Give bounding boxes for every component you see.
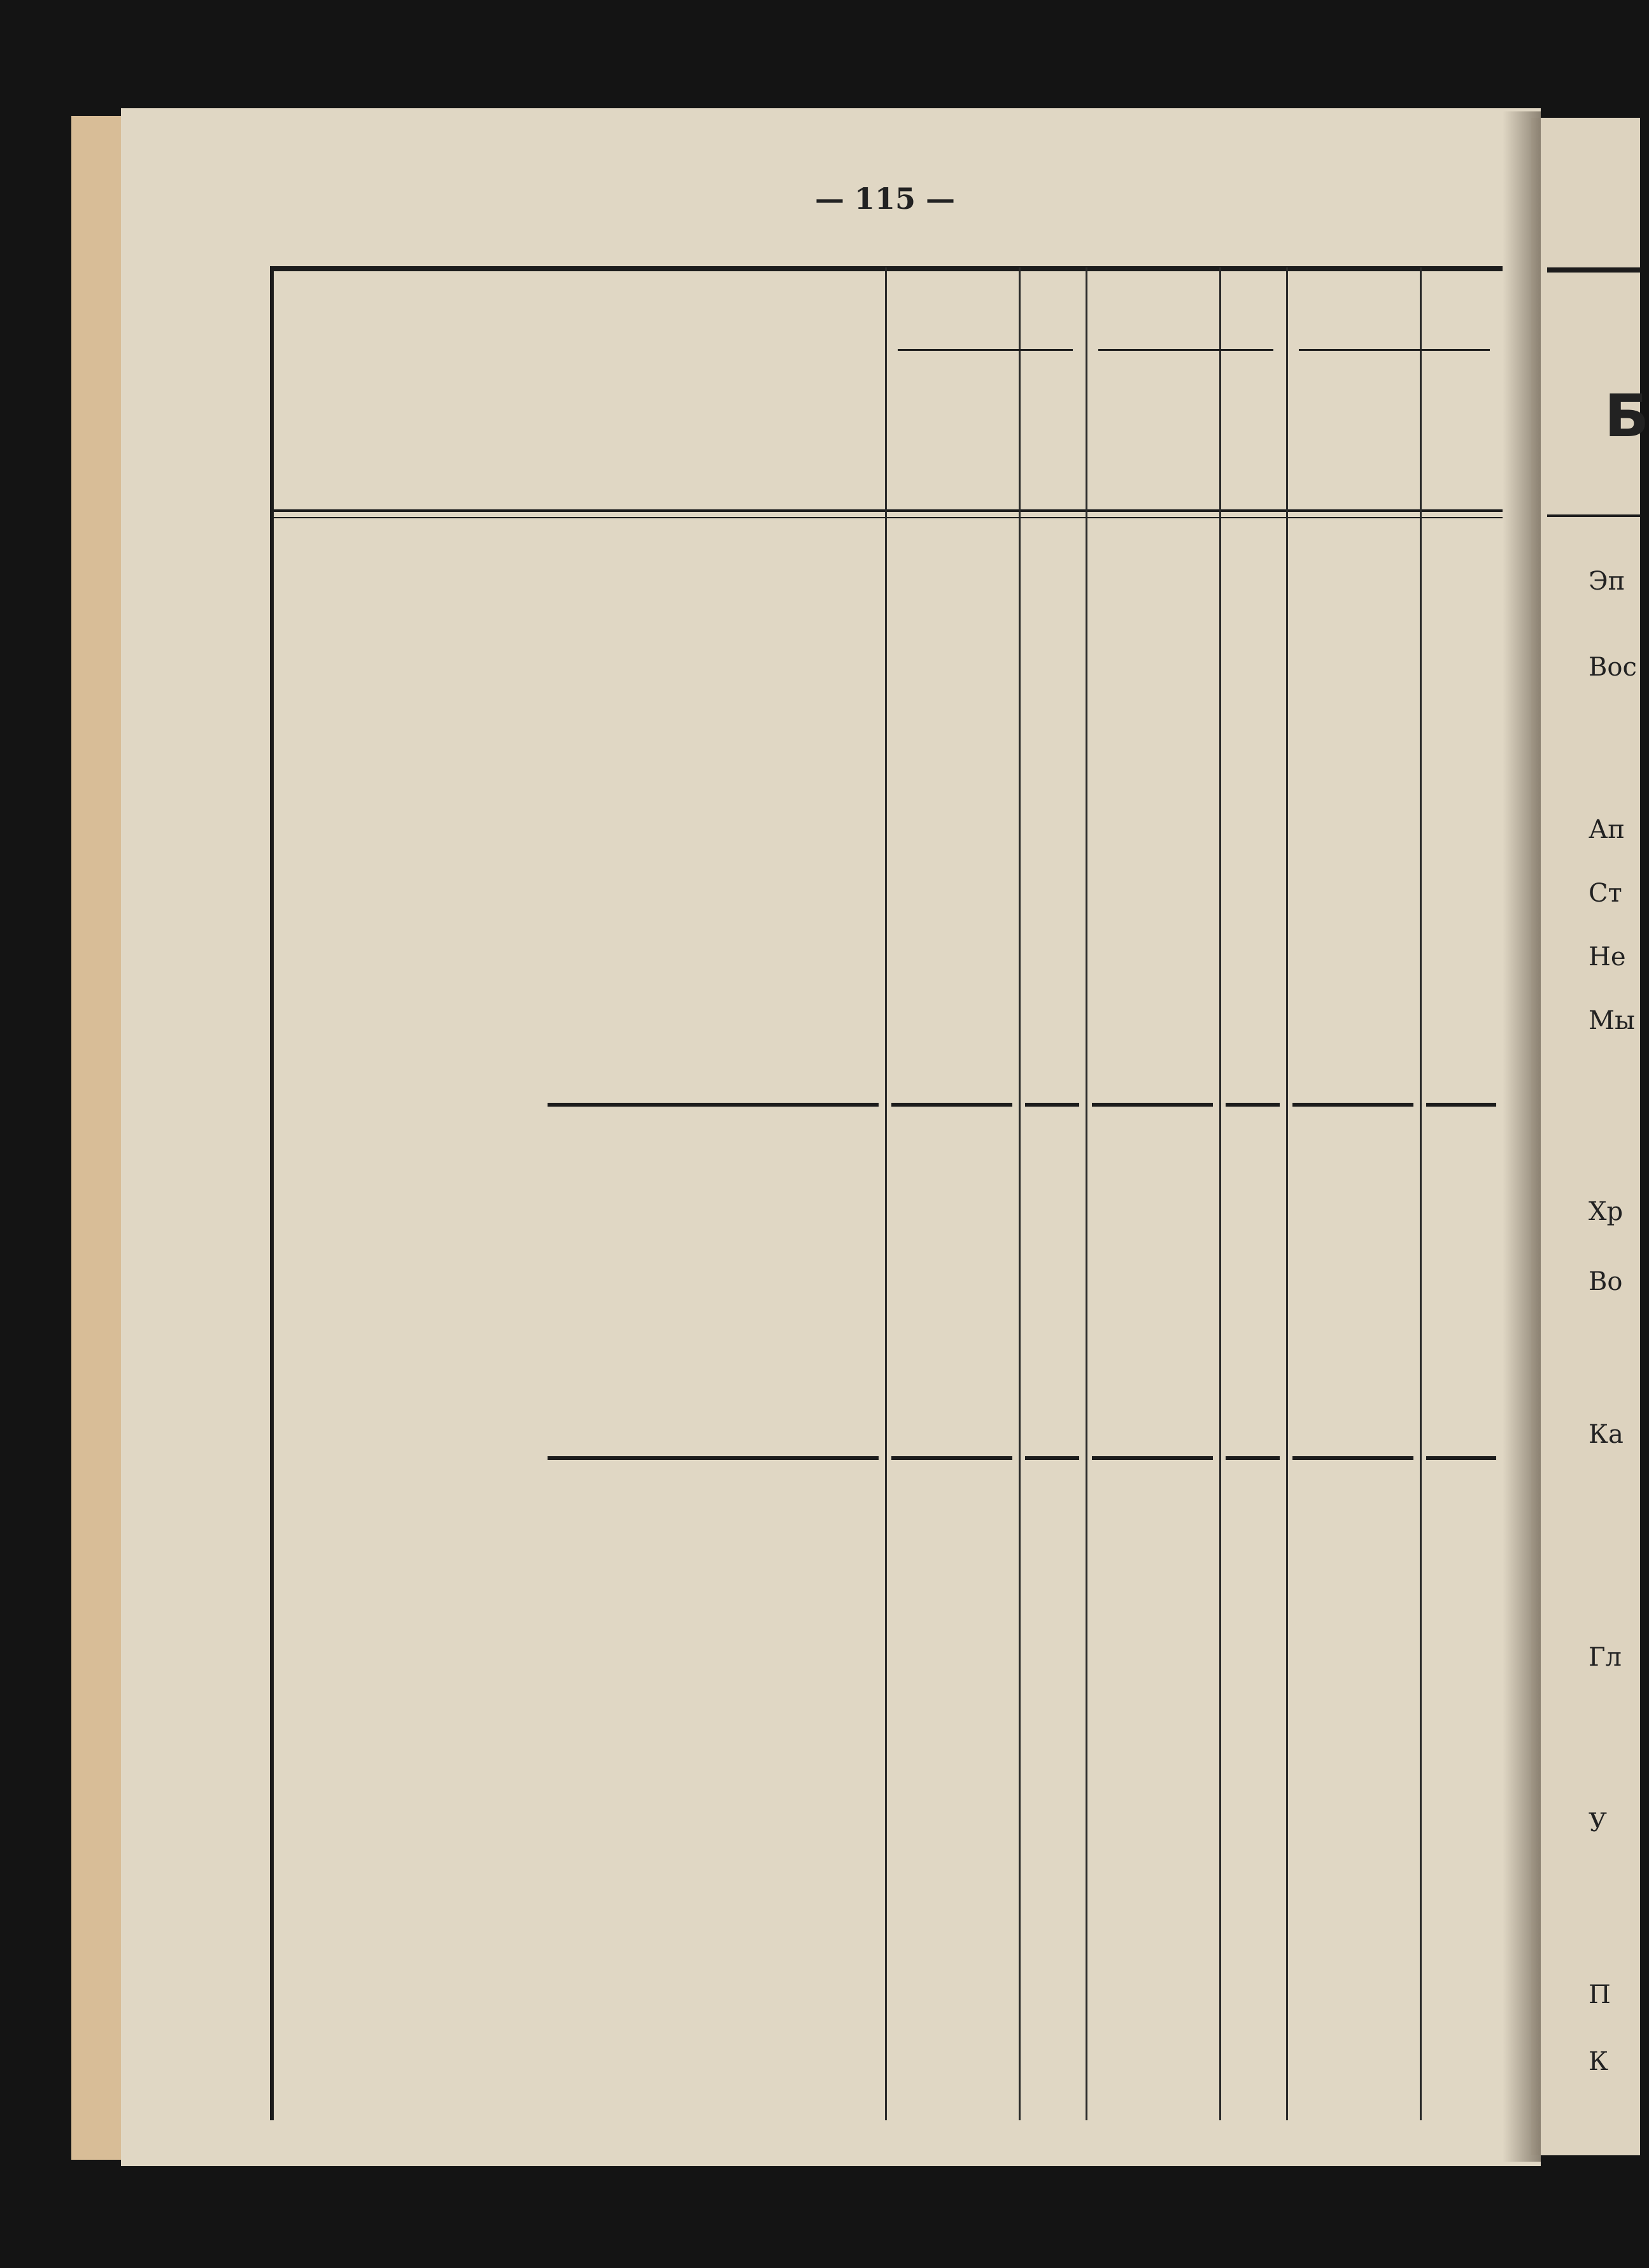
group-header-rule	[1098, 349, 1273, 351]
facing-page-text: Гл	[1589, 1643, 1622, 1672]
subcolumn-header	[1019, 363, 1086, 503]
total-rule	[1426, 1456, 1496, 1460]
subcolumn-header	[1420, 363, 1503, 503]
column-rule	[885, 267, 887, 2120]
facing-page-text: Мы	[1589, 1006, 1635, 1035]
facing-page-rule	[1547, 267, 1640, 273]
facing-page-text: Не	[1589, 942, 1626, 972]
total-rule	[548, 1456, 879, 1460]
facing-page-text: П	[1589, 1980, 1611, 2009]
header-bottom-rule-2	[274, 517, 1503, 518]
total-rule	[891, 1103, 1012, 1107]
total-rule	[1092, 1456, 1213, 1460]
facing-page-text: Вос	[1589, 653, 1637, 682]
facing-page-text: Б	[1604, 382, 1649, 450]
facing-page-text: Эп	[1589, 567, 1625, 596]
column-rule	[1219, 267, 1221, 2120]
column-rule	[1086, 267, 1087, 2120]
total-rule	[1426, 1103, 1496, 1107]
group-header-rule	[898, 349, 1073, 351]
facing-page-text: У	[1589, 1808, 1607, 1838]
total-rule	[1025, 1456, 1079, 1460]
total-rule	[1292, 1103, 1413, 1107]
column-rule	[1420, 267, 1422, 2120]
column-rule	[1019, 267, 1021, 2120]
total-rule	[891, 1456, 1012, 1460]
total-rule	[1226, 1456, 1280, 1460]
subcolumn-header	[1086, 363, 1219, 503]
facing-page-rule	[1547, 514, 1640, 517]
total-rule	[1092, 1103, 1213, 1107]
table-top-rule	[274, 266, 1503, 271]
column-rule	[1286, 267, 1288, 2120]
facing-page-text: Ст	[1589, 879, 1622, 908]
total-rule	[1292, 1456, 1413, 1460]
group-header-rule	[1299, 349, 1490, 351]
book-spine-shadow	[1503, 111, 1541, 2162]
header-bottom-rule	[274, 509, 1503, 512]
total-rule	[1226, 1103, 1280, 1107]
facing-page-text: Ап	[1589, 815, 1625, 844]
table-left-rule	[270, 266, 274, 2120]
facing-page-text: Ка	[1589, 1420, 1624, 1449]
subcolumn-header	[1286, 363, 1420, 503]
facing-page-text: К	[1589, 2047, 1608, 2076]
facing-page-text: Хр	[1589, 1197, 1624, 1226]
page-number: — 115 —	[814, 181, 956, 216]
subcolumn-header	[1219, 363, 1286, 503]
facing-page-text: Во	[1589, 1267, 1623, 1296]
total-rule	[1025, 1103, 1079, 1107]
total-rule	[548, 1103, 879, 1107]
subcolumn-header	[885, 363, 1019, 503]
